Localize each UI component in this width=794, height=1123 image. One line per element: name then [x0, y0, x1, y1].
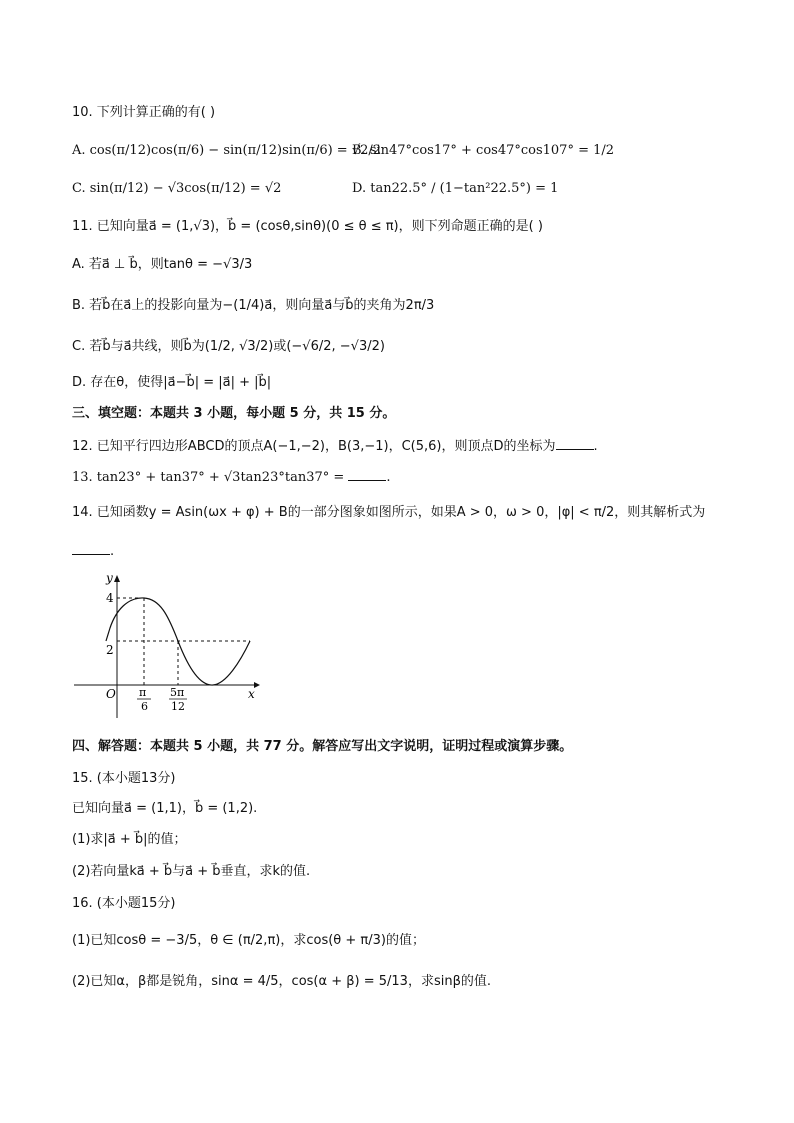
q14-answer-line	[72, 542, 114, 561]
q10-option-b: B. sin47°cos17° + cos47°cos107° = 1/2	[352, 143, 615, 158]
q16-header: 16. (本小题15分)	[72, 896, 176, 911]
q16-part1: (1)已知cosθ = −3/5，θ ∈ (π/2,π)，求cos(θ + π/3)的值；	[72, 933, 425, 948]
y-axis-arrow	[114, 575, 120, 582]
q10-option-d: D. tan22.5° / (1−tan²22.5°) = 1	[352, 181, 559, 196]
x-tick-5pi12-den: 12	[171, 700, 185, 713]
answer-blank	[72, 542, 110, 555]
answer-blank	[556, 437, 594, 450]
x-axis-label: x	[248, 687, 255, 701]
q11-option-c: C. 若b⃗与a⃗共线，则b⃗为(1/2, √3/2)或(−√6/2, −√3/2)	[72, 339, 385, 354]
q14-end: .	[110, 544, 115, 559]
q12-text: 12. 已知平行四边形ABCD的顶点A(−1,−2)，B(3,−1)，C(5,6)，则顶点D的坐标为	[72, 439, 556, 454]
q15-header: 15. (本小题13分)	[72, 771, 176, 786]
origin-label: O	[106, 687, 116, 701]
x-tick-pi6-num: π	[139, 686, 147, 699]
q10-option-a: A. cos(π/12)cos(π/6) − sin(π/12)sin(π/6) = √2/2	[72, 143, 382, 158]
y-axis-label: y	[106, 571, 113, 585]
y-tick-2: 2	[106, 643, 114, 657]
q10-option-c: C. sin(π/12) − √3cos(π/12) = √2	[72, 181, 282, 196]
q10-stem: 10. 下列计算正确的有( )	[72, 105, 216, 120]
q12-end: .	[593, 439, 598, 454]
q15-part2: (2)若向量ka⃗ + b⃗与a⃗ + b⃗垂直，求k的值.	[72, 864, 311, 879]
x-tick-5pi12-num: 5π	[170, 686, 185, 699]
question-12	[72, 437, 598, 456]
question-13	[72, 468, 391, 487]
answer-blank	[348, 468, 386, 481]
q11-option-b: B. 若b⃗在a⃗上的投影向量为−(1/4)a⃗，则向量a⃗与b⃗的夹角为2π/3	[72, 298, 435, 313]
q15-part1: (1)求|a⃗ + b⃗|的值；	[72, 832, 187, 847]
y-tick-4: 4	[106, 591, 114, 605]
q11-stem: 11. 已知向量a⃗ = (1,√3)，b⃗ = (cosθ,sinθ)(0 ≤ θ ≤ π)，则下列命题正确的是( )	[72, 219, 543, 234]
q16-part2: (2)已知α，β都是锐角，sinα = 4/5，cos(α + β) = 5/13，求sinβ的值.	[72, 974, 491, 989]
question-14: 14. 已知函数y = Asin(ωx + φ) + B的一部分图象如图所示，如果A > 0，ω > 0，|φ| < π/2，则其解析式为	[72, 505, 706, 520]
q15-given: 已知向量a⃗ = (1,1)，b⃗ = (1,2).	[72, 801, 258, 816]
q13-text: 13. tan23° + tan37° + √3tan23°tan37° =	[72, 470, 345, 485]
q11-option-d: D. 存在θ，使得|a⃗−b⃗| = |a⃗| + |b⃗|	[72, 375, 272, 390]
section-3-heading: 三、填空题：本题共 3 小题，每小题 5 分，共 15 分。	[72, 406, 396, 421]
function-graph	[68, 570, 268, 720]
q13-end: .	[386, 470, 391, 485]
section-4-heading: 四、解答题：本题共 5 小题，共 77 分。解答应写出文字说明，证明过程或演算步骤。	[72, 739, 573, 754]
x-axis-arrow	[254, 682, 260, 688]
q11-option-a: A. 若a⃗ ⊥ b⃗，则tanθ = −√3/3	[72, 257, 253, 272]
x-tick-pi6-den: 6	[141, 700, 148, 713]
